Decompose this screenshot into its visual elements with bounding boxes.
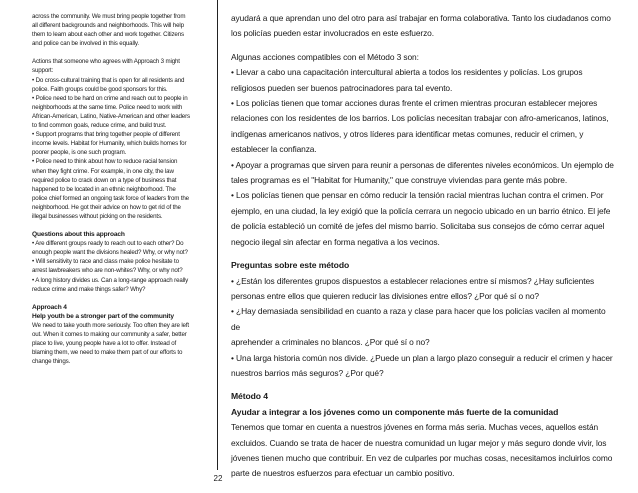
text-line: • ¿Están los diferentes grupos dispuestos a establecer relaciones entre sí mismos? ¿Hay suficientes bbox=[231, 275, 595, 286]
text-line: • Llevar a cabo una capacitación intercultural abierta a todos los residentes y policías. Los grupos bbox=[231, 67, 583, 78]
english-intro-paragraph bbox=[32, 12, 202, 48]
text-line: • Los policías tienen que tomar acciones duras frente el crimen mientras procuran establecer mejores bbox=[231, 98, 598, 109]
text-line: police chief formed an ongoing task force of leaders from the bbox=[32, 194, 189, 202]
text-line: blaming them, we need to make them part of our efforts to bbox=[32, 349, 183, 357]
text-line: when they fight crime. For example, in one city, the law bbox=[32, 167, 174, 175]
text-line: Algunas acciones compatibles con el Método 3 son: bbox=[231, 51, 419, 62]
text-line: • Los policías tienen que pensar en cómo reducir la tensión racial mientras luchan contra el crimen. Por bbox=[231, 190, 604, 201]
text-line: to find common goals, reduce crime, and build trust. bbox=[32, 122, 167, 130]
text-line: arrest lawbreakers who are non-whites? Why, or why not? bbox=[32, 267, 183, 275]
page-number: 22 bbox=[213, 474, 223, 483]
text-line: excluidos. Cuando se trata de hacer de nuestra comunidad un lugar mejor y más seguro donde vivir, los bbox=[231, 437, 607, 448]
text-line: religiosos pueden ser buenos patrocinadores para tal evento. bbox=[231, 82, 453, 93]
text-line: place to live, young people have a lot to offer. Instead of bbox=[32, 340, 177, 348]
text-line: • ¿Hay demasiada sensibilidad en cuanto a raza y clase para hacer que los policías vacilen al momento de bbox=[231, 306, 606, 332]
text-line: reduce crime and make things safer? Why? bbox=[32, 285, 146, 293]
text-line: nuestros barrios más seguros? ¿Por qué? bbox=[231, 367, 384, 378]
spanish-approach-paragraph bbox=[231, 420, 616, 482]
spanish-questions-heading: Preguntas sobre este método bbox=[231, 260, 350, 271]
text-line: • Will sensitivity to race and class make police hesitate to bbox=[32, 258, 179, 266]
text-line: • Police need to be hard on crime and reach out to people in bbox=[32, 94, 188, 102]
spanish-approach-heading: Método 4 bbox=[231, 391, 268, 402]
spanish-approach-subheading: Ayudar a integrar a los jóvenes como un componente más fuerte de la comunidad bbox=[231, 406, 559, 417]
english-approach-subheading: Help youth be a stronger part of the community bbox=[32, 312, 174, 320]
text-line: • Are different groups ready to reach out to each other? Do bbox=[32, 240, 184, 248]
spanish-actions-list bbox=[231, 50, 616, 250]
text-line: out. When it comes to making our community a safer, better bbox=[32, 331, 187, 338]
text-line: • Una larga historia común nos divide. ¿Puede un plan a largo plazo conseguir a reducir el crimen y hacer bbox=[231, 352, 613, 363]
text-line: poorer people, is one such program. bbox=[32, 149, 127, 157]
text-line: income levels. Habitat for Humanity, which builds homes for bbox=[32, 140, 187, 148]
english-approach-paragraph bbox=[32, 321, 202, 366]
text-line: police. Faith groups could be good sponsors for this. bbox=[32, 85, 168, 93]
text-line: • Do cross-cultural training that is open for all residents and bbox=[32, 76, 185, 84]
text-line: tales programas es el "Habitat for Humanity," que construye viviendas para gente más pobre. bbox=[231, 175, 568, 186]
text-line: illegal businesses without picking on the residents. bbox=[32, 212, 163, 220]
text-line: ejemplo, en una ciudad, la ley exigió que la policía cerrara un negocio ubicado en un barrio étnico. El jefe bbox=[231, 205, 611, 216]
text-line: change things. bbox=[32, 358, 71, 366]
text-line: los policías pueden estar involucrados en este esfuerzo. bbox=[231, 28, 434, 39]
text-line: happened to be located in an ethnic neighborhood. The bbox=[32, 185, 176, 193]
text-line: • Police need to think about how to reduce racial tension bbox=[32, 158, 178, 166]
text-line: personas entre ellos que quieren reducir las divisiones entre ellos? ¿Por qué sí o no? bbox=[231, 290, 539, 301]
text-line: relaciones con los residentes de los barrios. Los policías necesitan trabajar con afro-americanos, latinos, bbox=[231, 113, 609, 124]
text-line: We need to take youth more seriously. Too often they are left bbox=[32, 321, 189, 329]
text-line: jóvenes tienen mucho que contribuir. En vez de culparles por muchas cosas, necesitamos incluirlos como bbox=[231, 452, 613, 463]
text-line: de policía estableció un comité de jefes del mismo barrio. Solicitaba sus consejos de cómo cerrar aquel bbox=[231, 221, 605, 232]
spanish-intro-paragraph bbox=[231, 11, 616, 42]
english-actions-list bbox=[32, 57, 202, 221]
spanish-questions-list bbox=[231, 274, 616, 382]
text-line: aprehender a criminales no blancos. ¿Por qué sí o no? bbox=[231, 337, 430, 348]
text-line: all different backgrounds and neighborhoods. This will help bbox=[32, 22, 184, 30]
text-line: across the community. We must bring people together from bbox=[32, 13, 186, 20]
text-line: neighborhoods at the same time. Police need to work with bbox=[32, 103, 183, 111]
text-line: parte de nuestros esfuerzos para efectuar un cambio positivo. bbox=[231, 468, 455, 479]
text-line: them to learn about each other and work together. Citizens bbox=[32, 31, 184, 39]
text-line: neighborhood. He got their advice on how to get rid of the bbox=[32, 203, 181, 211]
text-line: • Support programs that bring together people of different bbox=[32, 131, 180, 139]
english-approach-heading: Approach 4 bbox=[32, 303, 67, 311]
text-line: support: bbox=[32, 67, 54, 75]
text-line: establecer la confianza. bbox=[231, 144, 317, 155]
spanish-column bbox=[231, 11, 616, 482]
english-questions-heading: Questions about this approach bbox=[32, 231, 125, 239]
text-line: and police can be involved in this equally. bbox=[32, 40, 139, 48]
text-line: indígenas americanos nativos, y otros líderes para identificar metas comunes, reducir el crimen, y bbox=[231, 128, 584, 139]
text-line: Actions that someone who agrees with Approach 3 might bbox=[32, 58, 180, 66]
text-line: • A long history divides us. Can a long-range approach really bbox=[32, 276, 189, 284]
text-line: • Apoyar a programas que sirven para reunir a personas de diferentes niveles económicos. Un ejemplo de bbox=[231, 159, 614, 170]
text-line: enough people want the divisions healed? Why, or why not? bbox=[32, 249, 188, 257]
english-questions-list bbox=[32, 239, 202, 294]
text-line: African-American, Latino, Native-American and other leaders bbox=[32, 112, 190, 120]
text-line: required police to crack down on a type of business that bbox=[32, 176, 177, 184]
text-line: ayudará a que aprendan uno del otro para así trabajar en forma colaborativa. Tanto los ciudadanos como bbox=[231, 13, 611, 23]
english-column bbox=[32, 12, 202, 366]
text-line: negocio ilegal sin afectar en forma negativa a los vecinos. bbox=[231, 236, 440, 247]
text-line: Tenemos que tomar en cuenta a nuestros jóvenes en forma más seria. Muchas veces, aquellos están bbox=[231, 422, 599, 433]
column-divider bbox=[217, 0, 218, 470]
